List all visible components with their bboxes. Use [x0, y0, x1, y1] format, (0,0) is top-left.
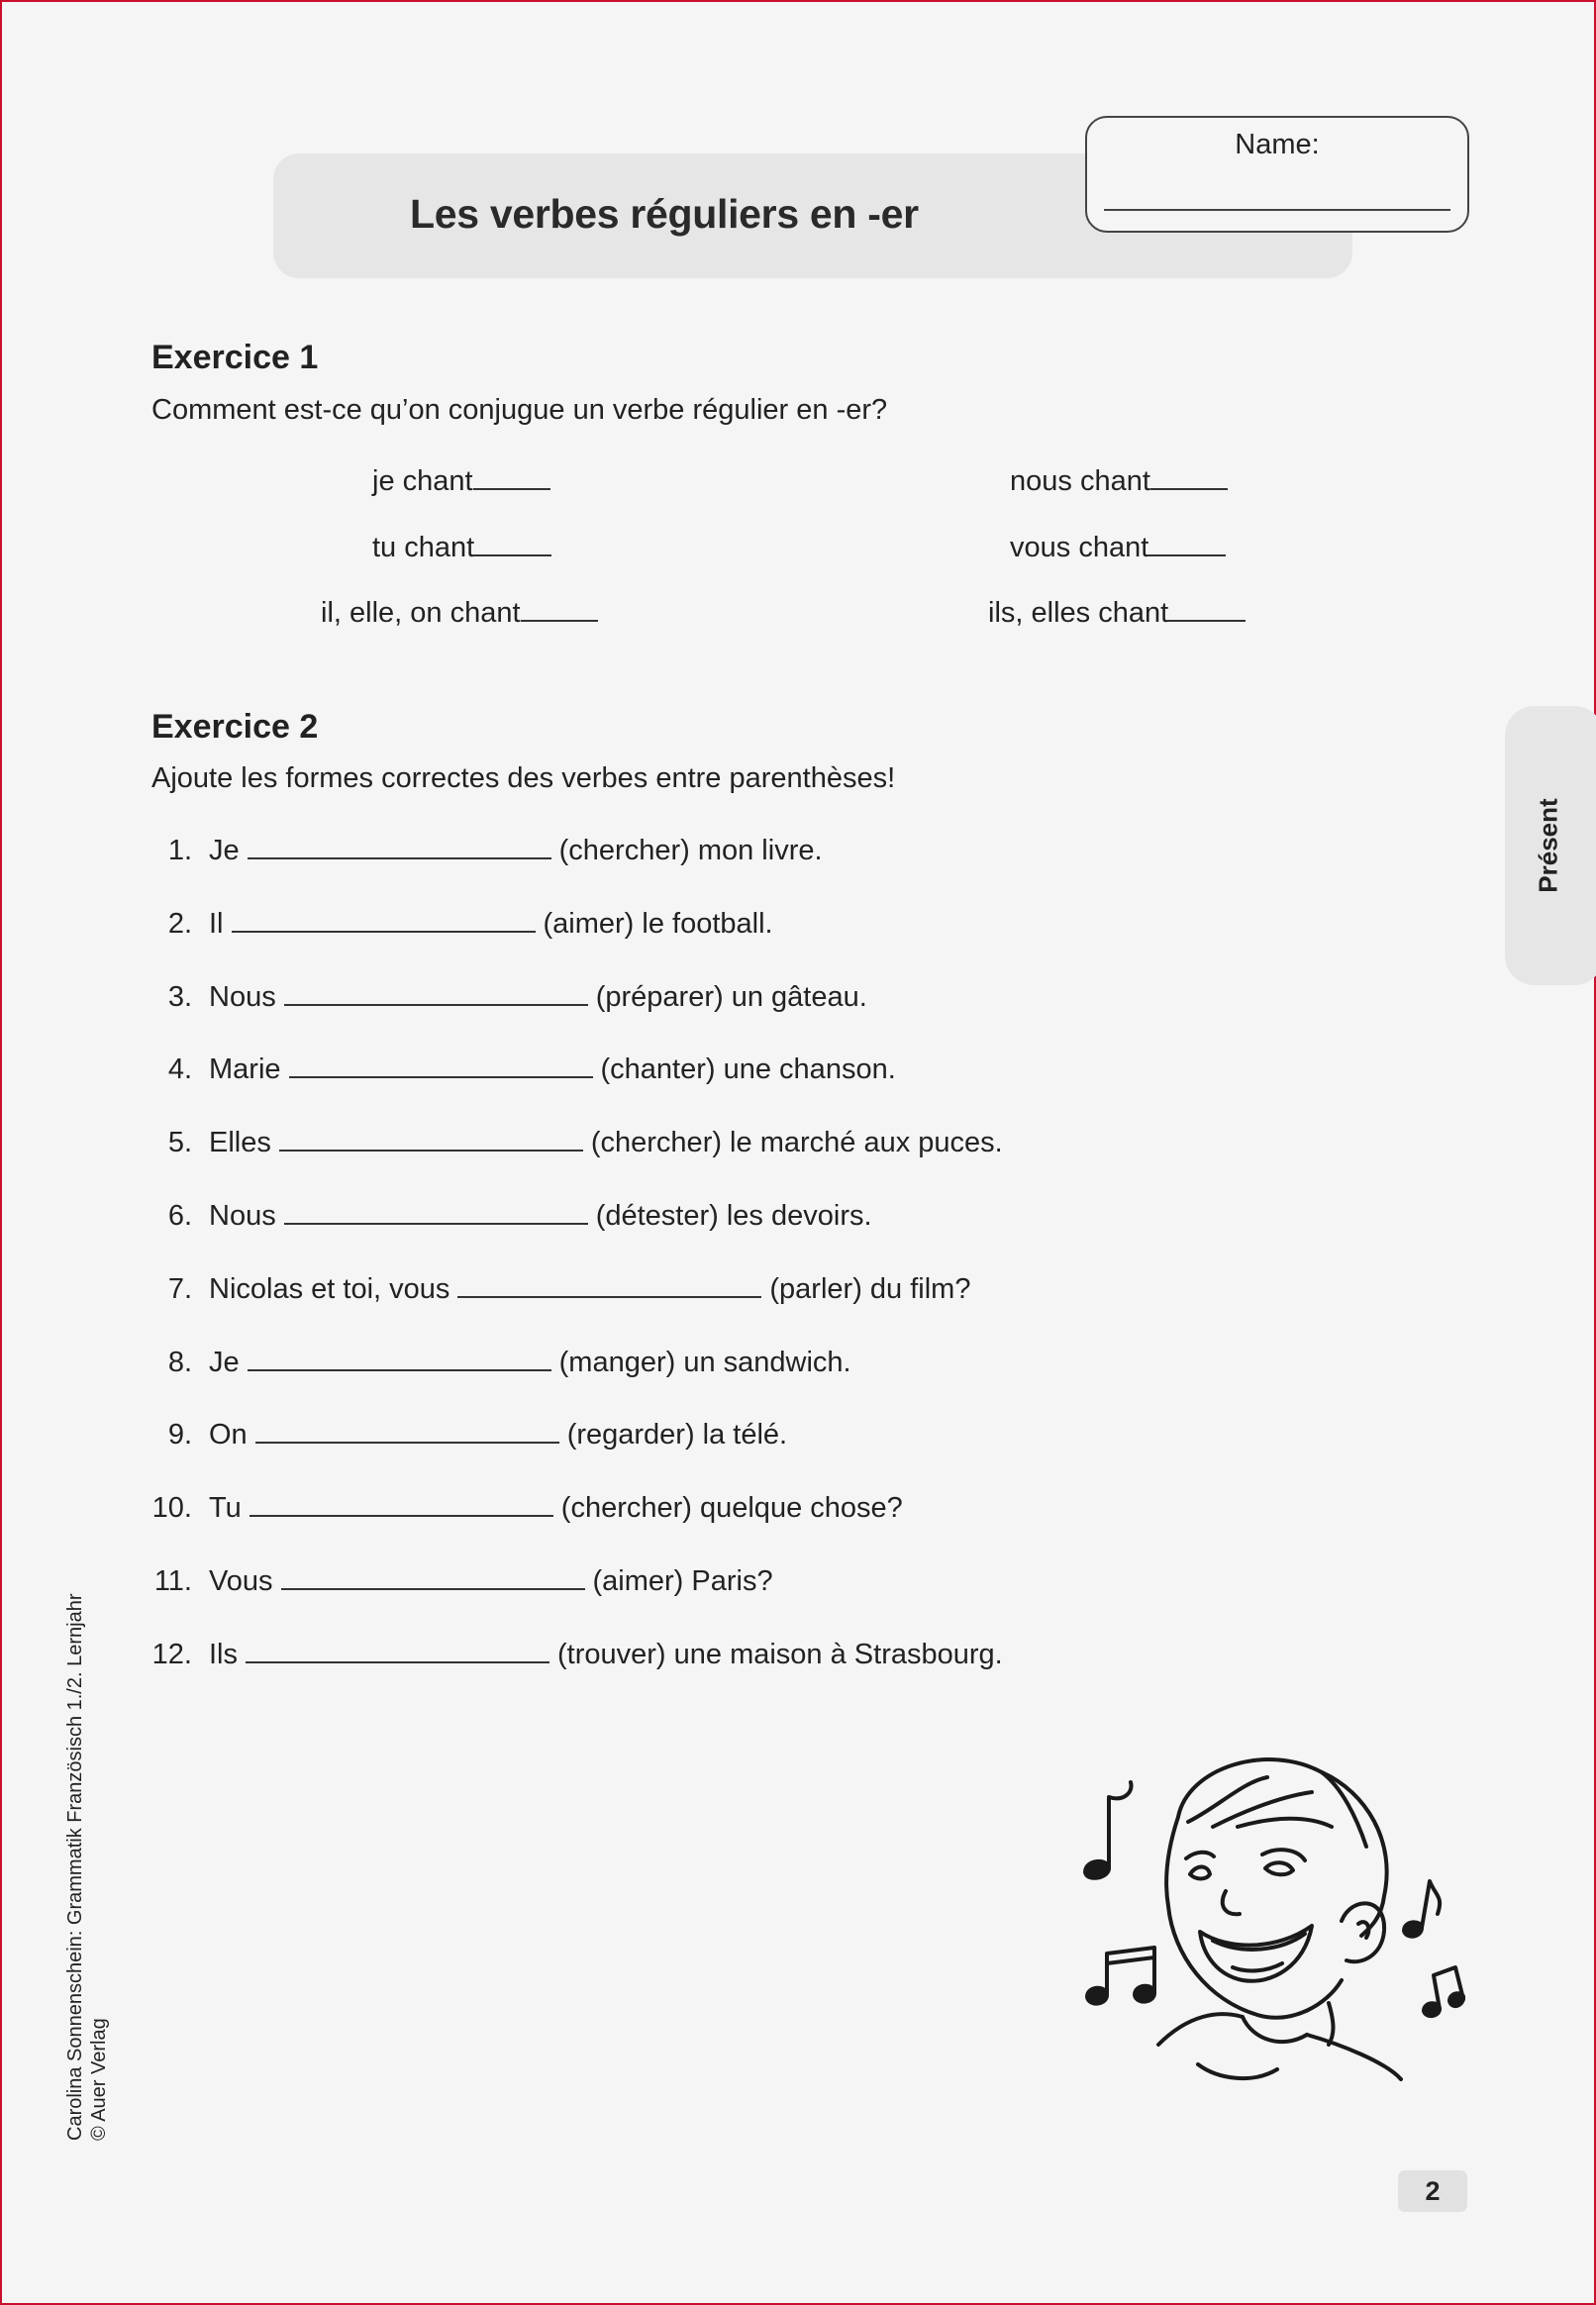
exercise-item [150, 835, 823, 867]
item-verb-hint: (parler) du film? [769, 1273, 971, 1305]
exercise1-heading: Exercice 1 [151, 339, 319, 376]
answer-blank[interactable] [255, 1422, 559, 1444]
conjugation-nous: nous chant [1010, 465, 1228, 498]
credit-publisher: © Auer Verlag [88, 2018, 110, 2141]
item-number: 1. [167, 835, 192, 866]
singing-boy-icon [1069, 1748, 1465, 2094]
item-number: 2. [167, 908, 192, 940]
answer-blank[interactable] [457, 1276, 761, 1298]
item-verb-hint: (chanter) une chanson. [600, 1053, 896, 1085]
item-subject: Nicolas et toi, vous [209, 1273, 450, 1305]
exercise-item [150, 981, 867, 1014]
item-number: 12. [151, 1639, 192, 1670]
page-title: Les verbes réguliers en -er [410, 191, 919, 237]
item-number: 3. [167, 981, 192, 1013]
exercise1-instruction: Comment est-ce qu’on conjugue un verbe régulier en -er? [151, 394, 888, 426]
item-number: 7. [167, 1273, 192, 1305]
item-verb-hint: (préparer) un gâteau. [595, 981, 867, 1013]
item-number: 4. [167, 1053, 192, 1085]
item-subject: Nous [209, 981, 276, 1013]
conjugation-tu: tu chant [372, 532, 551, 564]
ending-blank[interactable] [1168, 600, 1246, 622]
exercise-item [150, 908, 773, 941]
item-subject: Ils [209, 1639, 238, 1670]
exercise2-instruction: Ajoute les formes correctes des verbes entre parenthèses! [151, 762, 896, 794]
name-box [1085, 116, 1469, 233]
exercise-item [150, 1639, 1003, 1671]
answer-blank[interactable] [246, 1642, 549, 1663]
ending-blank[interactable] [1148, 535, 1226, 556]
answer-blank[interactable] [281, 1568, 585, 1590]
item-number: 11. [153, 1565, 192, 1597]
conjugation-je: je chant [372, 465, 550, 498]
exercise-item [150, 1347, 851, 1379]
item-subject: Vous [209, 1565, 273, 1597]
conjugation-ils-elles: ils, elles chant [988, 597, 1246, 630]
item-subject: Elles [209, 1127, 271, 1158]
exercise-item [150, 1419, 787, 1452]
item-subject: Il [209, 908, 224, 940]
item-number: 5. [167, 1127, 192, 1158]
item-subject: Je [209, 835, 240, 866]
item-subject: Nous [209, 1200, 276, 1232]
answer-blank[interactable] [284, 984, 588, 1006]
ending-blank[interactable] [521, 600, 598, 622]
item-verb-hint: (manger) un sandwich. [558, 1347, 851, 1378]
ending-blank[interactable] [1150, 468, 1228, 490]
exercise2-heading: Exercice 2 [151, 708, 319, 746]
answer-blank[interactable] [232, 911, 536, 933]
exercise-item [150, 1200, 872, 1233]
conjugation-il-elle-on: il, elle, on chant [321, 597, 598, 630]
item-verb-hint: (détester) les devoirs. [595, 1200, 872, 1232]
exercise-item [150, 1273, 970, 1306]
answer-blank[interactable] [248, 838, 551, 859]
ending-blank[interactable] [473, 468, 550, 490]
item-verb-hint: (chercher) quelque chose? [560, 1492, 903, 1524]
name-label: Name: [1235, 129, 1320, 160]
item-number: 9. [167, 1419, 192, 1451]
answer-blank[interactable] [284, 1203, 588, 1225]
ending-blank[interactable] [474, 535, 551, 556]
item-verb-hint: (regarder) la télé. [566, 1419, 788, 1451]
item-subject: On [209, 1419, 248, 1451]
answer-blank[interactable] [279, 1130, 583, 1152]
page-number: 2 [1398, 2170, 1467, 2212]
item-number: 8. [167, 1347, 192, 1378]
item-number: 10. [151, 1492, 192, 1524]
exercise-item [150, 1127, 1003, 1159]
answer-blank[interactable] [289, 1056, 593, 1078]
item-number: 6. [167, 1200, 192, 1232]
credit-author: Carolina Sonnenschein: Grammatik Französisch 1./2. Lernjahr [64, 1593, 86, 2141]
exercise-item [150, 1492, 903, 1525]
item-subject: Tu [209, 1492, 242, 1524]
item-verb-hint: (trouver) une maison à Strasbourg. [557, 1639, 1003, 1670]
item-subject: Marie [209, 1053, 281, 1085]
name-input-line[interactable] [1104, 209, 1450, 211]
item-subject: Je [209, 1347, 240, 1378]
exercise-item [150, 1053, 896, 1086]
item-verb-hint: (chercher) mon livre. [558, 835, 823, 866]
section-tab-label: Présent [1533, 798, 1563, 893]
exercise-item [150, 1565, 773, 1598]
copyright-credits [63, 1594, 111, 2141]
conjugation-vous: vous chant [1010, 532, 1226, 564]
item-verb-hint: (chercher) le marché aux puces. [590, 1127, 1003, 1158]
item-verb-hint: (aimer) Paris? [592, 1565, 773, 1597]
answer-blank[interactable] [249, 1495, 553, 1517]
item-verb-hint: (aimer) le football. [543, 908, 773, 940]
answer-blank[interactable] [248, 1350, 551, 1371]
